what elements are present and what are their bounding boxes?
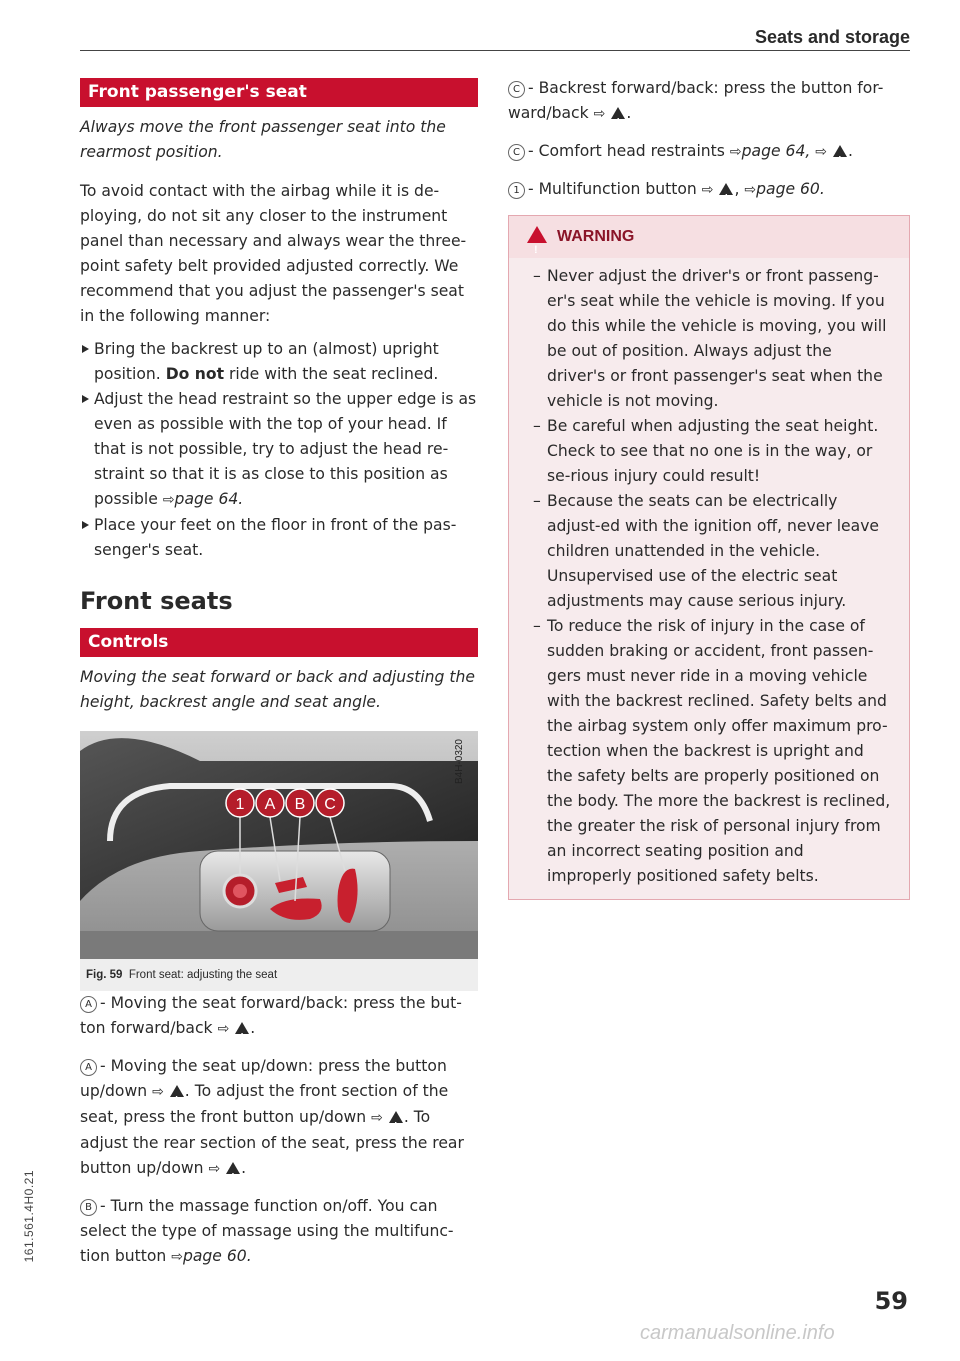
callout-a: A	[264, 796, 276, 813]
section-title: Seats and storage	[754, 27, 910, 47]
page-ref-link[interactable]: page 64,	[741, 142, 811, 160]
page-ref-link[interactable]: page 60.	[182, 1247, 252, 1265]
warning-box	[508, 215, 910, 900]
warning-item: – Be careful when adjusting the seat height. Check to see that no one is in the way, or se-rious injury could result!	[533, 414, 893, 489]
warning-icon	[389, 1111, 403, 1123]
page-ref-link[interactable]: page 64.	[174, 490, 244, 508]
warning-triangle-icon	[527, 226, 547, 243]
warning-title: WARNING	[557, 228, 635, 245]
callout-b: B	[294, 796, 306, 813]
page-number: 59	[874, 1287, 908, 1315]
passenger-body: To avoid contact with the airbag while it is de-ploying, do not sit any closer to the instrument panel than necessary and always wear the three-point safety belt provided adjusted correctly. We recommend that you adjust the passenger's seat in the following manner:	[80, 182, 467, 325]
passenger-lead: Always move the front passenger seat into the rearmost position.	[80, 118, 446, 161]
warning-icon	[611, 107, 625, 119]
warning-icon	[170, 1085, 184, 1097]
warning-item: – Never adjust the driver's or front passeng-er's seat while the vehicle is moving. If you do this while the vehicle is moving, you will be out of position. Always adjust the driver's or front passenger's seat when the vehicle is not moving.	[533, 264, 893, 414]
front-seats-heading: Front seats	[80, 587, 233, 615]
warning-body	[509, 258, 909, 899]
step-2: Adjust the head restraint so the upper edge is as even as possible with the top of your head. If that is not possible, try to adjust the head re-straint so that it is as close to this position as possible ⇨page 64.	[80, 387, 478, 513]
callout-1: 1	[235, 796, 245, 813]
right-column	[508, 76, 910, 900]
step-3: Place your feet on the floor in front of the pas-senger's seat.	[80, 513, 478, 563]
page-ref-link[interactable]: page 60.	[756, 180, 825, 198]
figure-code: B4H-0320	[454, 739, 465, 785]
seat-controls-figure	[80, 731, 478, 991]
step-1: Bring the backrest up to an (almost) upright position. Do not ride with the seat reclined.	[80, 337, 478, 387]
item-c-backrest: C - Backrest forward/back: press the button for-ward/back ⇨ ! .	[508, 76, 910, 127]
warning-icon	[833, 145, 847, 157]
figure-caption: Fig. 59 Front seat: adjusting the seat	[80, 959, 478, 991]
warning-icon	[235, 1022, 249, 1034]
item-1-multifunction: 1 - Multifunction button ⇨ ! , ⇨page 60.	[508, 177, 910, 203]
item-c-head-restraints: C - Comfort head restraints ⇨page 64, ⇨ ! .	[508, 139, 910, 165]
warning-icon	[226, 1162, 240, 1174]
warning-header	[509, 216, 909, 258]
adjust-steps	[80, 337, 478, 563]
side-document-code: 161.561.4H0.21	[22, 1170, 36, 1263]
warning-item: – To reduce the risk of injury in the case of sudden braking or accident, front passen-gers must never ride in a moving vehicle with the backrest reclined. Safety belts and the airbag system only offer maximum pro-tection when the backrest is upright and the safety belts are properly positioned on the body. The more the backrest is reclined, the greater the risk of personal injury from an incorrect seating position and improperly positioned safety belts.	[533, 614, 893, 889]
item-b-massage: B - Turn the massage function on/off. You can select the type of massage using the multifunc-tion button ⇨page 60.	[80, 1197, 454, 1265]
callout-c: C	[324, 796, 336, 813]
item-a-forward-back: A - Moving the seat forward/back: press the but-ton forward/back ⇨ ! .	[80, 991, 478, 1042]
warning-icon	[719, 183, 733, 195]
seat-controls-illustration	[80, 731, 478, 959]
watermark-logo: carmanualsonline.info	[640, 1322, 835, 1344]
header-rule	[80, 50, 910, 51]
item-a-up-down: A - Moving the seat up/down: press the button up/down ⇨ ! . To adjust the front section of the seat, press the front button up/down ⇨ ! . To adjust the rear section of the seat, press the rear button up/down ⇨ ! .	[80, 1054, 478, 1182]
left-column	[80, 78, 478, 1282]
controls-heading: Controls	[80, 628, 478, 657]
controls-lead: Moving the seat forward or back and adjusting the height, backrest angle and seat angle.	[80, 668, 475, 711]
warning-item: – Because the seats can be electrically adjust-ed with the ignition off, never leave children unattended in the vehicle. Unsupervised use of the electric seat adjustments may cause serious injury.	[533, 489, 893, 614]
passenger-seat-heading: Front passenger's seat	[80, 78, 478, 107]
